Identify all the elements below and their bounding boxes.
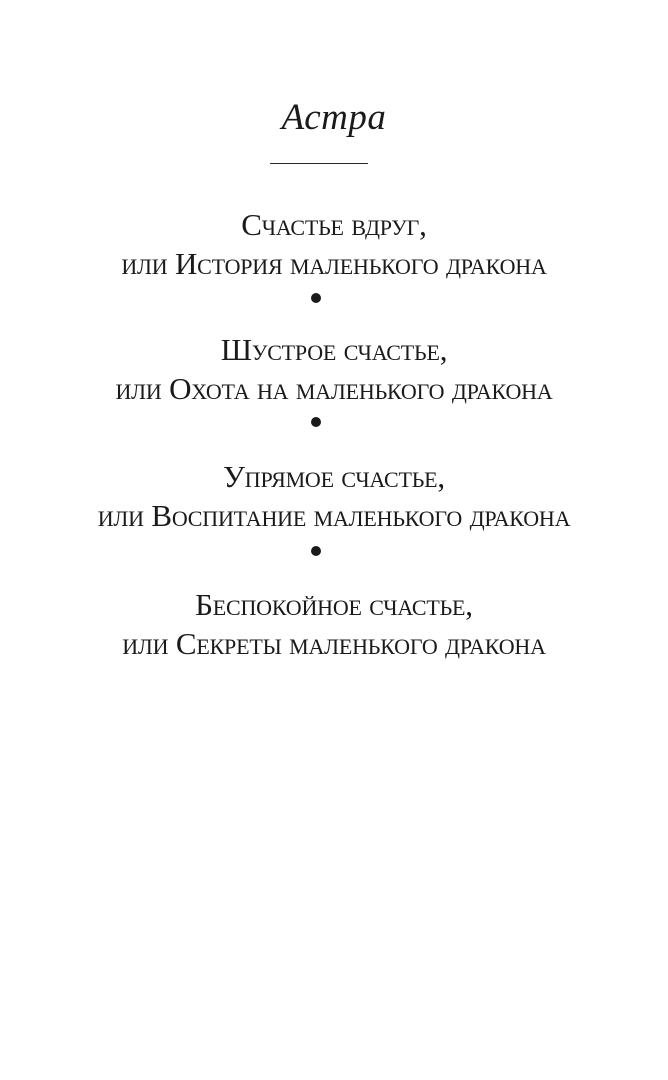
book-title-4-line-1: Беспокойное счастье, — [195, 587, 473, 622]
bullet-separator — [311, 417, 321, 427]
book-title-4 — [0, 585, 668, 663]
book-title-4-line-2: или Секреты маленького дракона — [122, 626, 546, 661]
divider-rule — [270, 163, 368, 164]
book-title-1 — [0, 205, 668, 283]
book-title-2-line-2: или Охота на маленького дракона — [115, 371, 553, 406]
author-name: Астра — [281, 97, 387, 138]
book-title-1-line-1: Счастье вдруг, — [241, 207, 427, 242]
bullet-separator — [311, 293, 321, 303]
book-title-2 — [0, 330, 668, 408]
book-title-3 — [0, 457, 668, 535]
book-title-1-line-2: или История маленького дракона — [121, 246, 547, 281]
book-title-3-line-2: или Воспитание маленького дракона — [97, 498, 571, 533]
book-title-3-line-1: Упрямое счастье, — [223, 459, 445, 494]
bullet-separator — [311, 546, 321, 556]
book-title-2-line-1: Шустрое счастье, — [220, 332, 448, 367]
